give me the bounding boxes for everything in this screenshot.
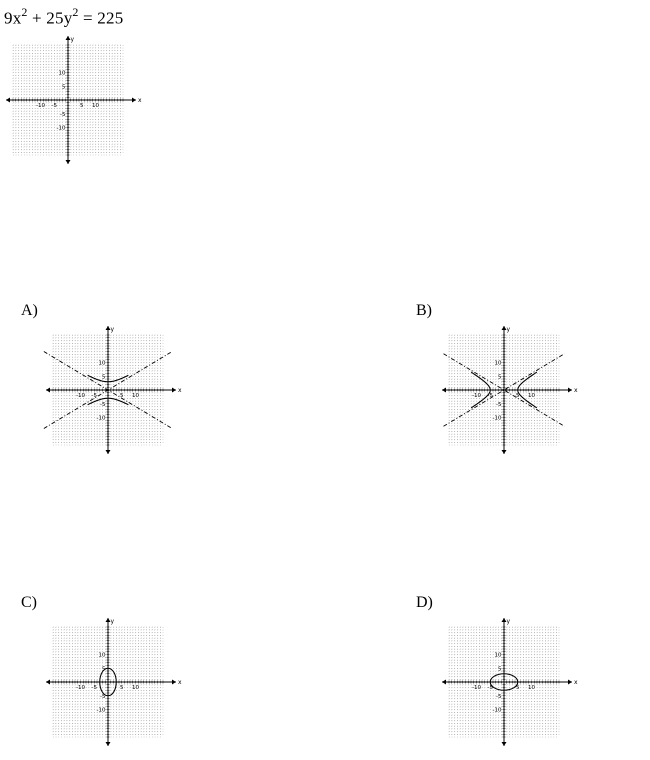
y-tick-label: -5 <box>60 111 66 118</box>
x-axis-arrow-left-icon <box>46 680 50 685</box>
x-axis-arrow-left-icon <box>46 388 50 393</box>
y-tick-label: -5 <box>496 401 502 408</box>
y-tick-label: -10 <box>96 415 106 422</box>
y-axis-arrow-down-icon <box>66 160 71 164</box>
y-axis-arrow-down-icon <box>106 450 111 454</box>
x-tick-label: -5 <box>487 685 493 691</box>
x-axis-arrow-left-icon <box>442 388 446 393</box>
axes <box>46 618 182 746</box>
x-tick-label: -5 <box>51 103 57 109</box>
y-axis-name: y <box>70 36 75 43</box>
question-equation <box>4 6 123 29</box>
x-tick-label: -10 <box>76 393 85 399</box>
y-tick-label: 10 <box>98 652 106 659</box>
y-tick-label: -10 <box>56 125 66 132</box>
y-axis-name: y <box>110 618 115 625</box>
x-tick-label: 10 <box>528 393 535 399</box>
x-axis-name: x <box>138 97 142 104</box>
y-tick-label: 5 <box>102 374 106 381</box>
y-tick-label: 5 <box>62 84 66 91</box>
choice-d-label[interactable]: D) <box>416 594 433 611</box>
y-tick-label: 10 <box>494 652 502 659</box>
y-axis-arrow-down-icon <box>502 450 507 454</box>
x-axis-arrow-right-icon <box>172 388 176 393</box>
x-tick-label: 5 <box>516 393 520 399</box>
x-tick-label: 5 <box>120 393 124 399</box>
x-axis-name: x <box>574 387 578 394</box>
y-tick-label: -5 <box>100 693 106 700</box>
choice-c-graph[interactable] <box>44 617 182 752</box>
y-tick-label: 5 <box>498 666 502 673</box>
axes <box>442 326 578 454</box>
y-axis-arrow-down-icon <box>502 742 507 746</box>
x-axis-name: x <box>574 679 578 686</box>
x-tick-label: -5 <box>487 393 493 399</box>
x-axis-arrow-right-icon <box>172 680 176 685</box>
x-tick-label: 10 <box>528 685 535 691</box>
x-axis-arrow-left-icon <box>442 680 446 685</box>
x-axis-arrow-right-icon <box>568 680 572 685</box>
choice-c-label[interactable]: C) <box>21 594 37 611</box>
x-tick-label: 10 <box>132 393 139 399</box>
eq-term-2: + 25y <box>27 8 73 28</box>
x-axis-arrow-right-icon <box>568 388 572 393</box>
eq-exponent-1: 2 <box>21 5 28 19</box>
x-tick-label: 5 <box>80 103 84 109</box>
y-tick-label: -10 <box>492 707 502 714</box>
y-tick-label: -10 <box>492 415 502 422</box>
choice-b-graph[interactable] <box>440 325 578 460</box>
y-tick-label: 10 <box>58 70 66 77</box>
x-tick-label: 10 <box>92 103 99 109</box>
x-axis-name: x <box>178 679 182 686</box>
y-tick-label: -10 <box>96 707 106 714</box>
x-tick-label: -5 <box>91 685 97 691</box>
x-tick-label: -10 <box>472 393 481 399</box>
y-tick-label: 10 <box>494 360 502 367</box>
choice-d-graph[interactable] <box>440 617 578 752</box>
x-tick-label: -5 <box>91 393 97 399</box>
eq-term-1: 9x <box>4 8 22 28</box>
choice-a-label[interactable]: A) <box>21 302 38 319</box>
x-tick-label: -10 <box>472 685 481 691</box>
x-tick-label: -10 <box>36 103 45 109</box>
y-tick-label: -5 <box>100 401 106 408</box>
y-axis-name: y <box>506 618 511 625</box>
question-blank-graph <box>4 35 142 170</box>
x-tick-label: 10 <box>132 685 139 691</box>
x-axis-name: x <box>178 387 182 394</box>
x-tick-label: 5 <box>120 685 124 691</box>
eq-rhs: = 225 <box>78 8 124 28</box>
eq-exponent-2: 2 <box>72 5 79 19</box>
y-axis-arrow-down-icon <box>106 742 111 746</box>
x-tick-label: -10 <box>76 685 85 691</box>
y-axis-name: y <box>506 326 511 333</box>
y-axis-name: y <box>110 326 115 333</box>
y-tick-label: 5 <box>498 374 502 381</box>
axes <box>46 326 182 454</box>
choice-a-graph[interactable] <box>44 325 182 460</box>
axes <box>442 618 578 746</box>
x-axis-arrow-left-icon <box>6 98 10 103</box>
y-tick-label: 5 <box>102 666 106 673</box>
x-axis-arrow-right-icon <box>132 98 136 103</box>
axes <box>6 36 142 164</box>
y-tick-label: -5 <box>496 693 502 700</box>
choice-b-label[interactable]: B) <box>416 302 432 319</box>
x-tick-label: 5 <box>516 685 520 691</box>
y-tick-label: 10 <box>98 360 106 367</box>
